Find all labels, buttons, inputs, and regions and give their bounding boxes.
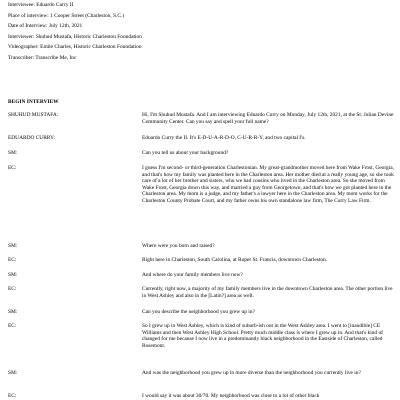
- turn-text: Hi, I'm Shuhud Mustafa. And I am interviewing Eduardo Curry on Monday, July 12th, 2021, at the St. Julian Devine Community Center. Can you say and spell your full name?: [142, 112, 394, 125]
- transcriber-line: Transcriber: Transcribe Me, Inc: [8, 54, 77, 61]
- turn-text: Can you describe the neighborhood you grew up in?: [142, 309, 255, 315]
- turn-text: Eduardo Curry the II. It's E-D-U-A-R-D-O, C-U-R-R-Y, and two capital I's.: [142, 135, 306, 141]
- speaker-label: SM:: [8, 309, 18, 315]
- turn-text: Right here in Charleston, South Carolina, at Roper St. Francis, downtown Charleston.: [142, 257, 328, 263]
- turn-text: So I grew up in West Ashley, which is kind of suburb-ish out in the West Ashley area. I went to [inaudible] CE Williams and then West Ashley High School. Pretty much middle class is where I grew up in. And that's kind of changed for me because I now live in a predominantly black neighborhood in the Eastside of Charleston, called Rosemont.: [142, 323, 383, 349]
- interviewer-line: Interviewer: Shuhud Mustafa, Historic Charleston Foundation: [8, 33, 142, 40]
- speaker-label: EC:: [8, 323, 17, 329]
- turn-text: Currently, right now, a majority of my family members live in the downtown Charleston area. The other portion live in West Ashley and also in the [Latin?] area as well.: [142, 286, 393, 299]
- turn-text: Can you tell us about your background?: [142, 150, 229, 156]
- speaker-label: SM:: [8, 243, 18, 249]
- date-line: Date of Interview: July 12th, 2021: [8, 23, 83, 30]
- speaker-label: SM:: [8, 370, 18, 376]
- videographer-line: Videographer: Emile Charles, Historic Charleston Foundation: [8, 44, 142, 51]
- speaker-label: EC:: [8, 165, 17, 171]
- interview-metadata: [8, 2, 388, 66]
- speaker-label: EDUARDO CURRY:: [8, 135, 55, 141]
- speaker-label: SM:: [8, 272, 18, 278]
- speaker-label: EC:: [8, 286, 17, 292]
- turn-text: And was the neighborhood you grew up in more diverse than the neighborhood you currently live in?: [142, 370, 361, 376]
- speaker-label: SHUHUD MUSTAFA:: [8, 112, 59, 118]
- speaker-label: EC:: [8, 257, 17, 263]
- interviewee-line: Interviewee: Eduardo Curry II: [8, 2, 74, 8]
- turn-text: I would say it was about 30/70. My neighborhood was close to a lot of other black: [142, 393, 320, 399]
- turn-text: Where were you born and raised?: [142, 243, 215, 249]
- section-heading: BEGIN INTERVIEW: [8, 99, 59, 105]
- turn-text: And where do your family members live now?: [142, 272, 243, 278]
- place-line: Place of interview: 1 Cooper Street (Charleston, S.C.): [8, 12, 125, 19]
- speaker-label: SM:: [8, 150, 18, 156]
- turn-text: I guess I'm second- or third-generation Charlestonian. My great-grandmother moved here from Wake Frost, Georgia, and that's how my family was planted here in the Charleston area. Her mother died at a really young age, so she took care of a lot of her brother and sisters, who we had cousins who lived in the Charleston area. So she moved from Wake Frost, Georgia down this way, and married a guy from Georgetown, and that's how we got planted here in the Charleston area. My mom is a judge, and my father's a lawyer here in the Charleston area. My mom works for the Charleston County Probate Court, and my father owns his own standalone law firm, The Curry Law Firm.: [142, 165, 394, 204]
- speaker-label: EC:: [8, 393, 17, 399]
